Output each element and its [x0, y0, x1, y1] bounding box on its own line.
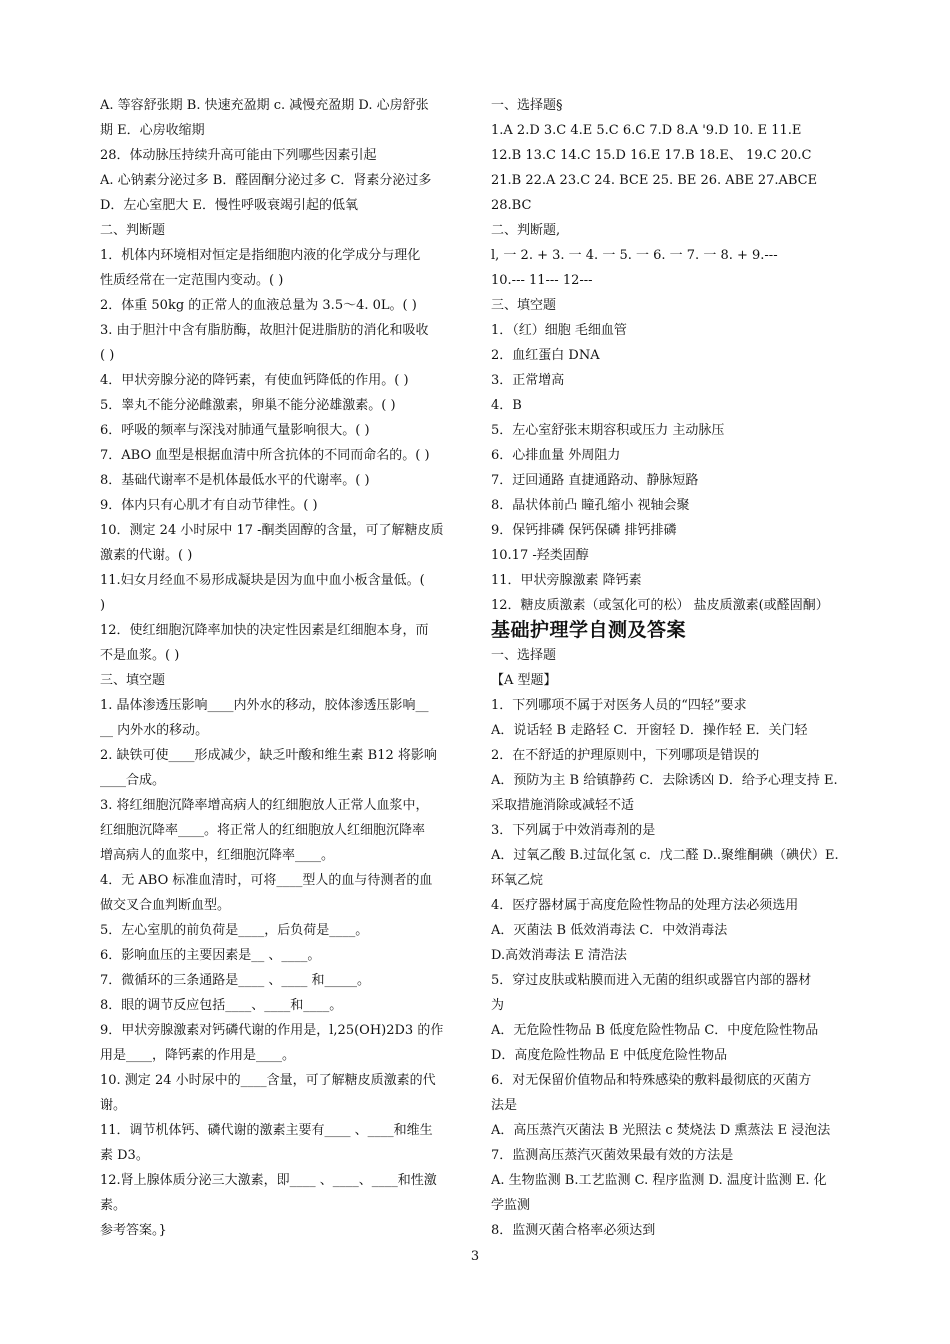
text-line: 不是血浆。( ) [100, 648, 180, 663]
text-line: 8．基础代谢率不是机体最低水平的代谢率。( ) [100, 473, 370, 488]
answer-line: 10.--- 11--- 12--- [491, 273, 593, 288]
answer-line: 2．血红蛋白 DNA [491, 348, 600, 363]
question-line: 6．对无保留价值物品和特殊感染的敷料最彻底的灭菌方 [491, 1073, 812, 1088]
text-line: 4．甲状旁腺分泌的降钙素，有使血钙降低的作用。( ) [100, 373, 409, 388]
text-line: 用是____，降钙素的作用是____。 [100, 1048, 296, 1063]
text-line: 7．微循环的三条通路是____ 、____ 和_____。 [100, 973, 371, 988]
text-line: 9．甲状旁腺激素对钙磷代谢的作用是，l,25(OH)2D3 的作 [100, 1023, 444, 1038]
answer-line: 1.A 2.D 3.C 4.E 5.C 6.C 7.D 8.A '9.D 10. E 11.E [491, 123, 802, 138]
question-line: 1．下列哪项不属于对医务人员的“四轻”要求 [491, 698, 747, 713]
text-line: A. 生物监测 B.工艺监测 C. 程序监测 D. 温度计监测 E. 化 [491, 1173, 827, 1188]
text-line: A．说话轻 B 走路轻 C．开窗轻 D．操作轻 E．关门轻 [491, 723, 808, 738]
text-line: 6．呼吸的频率与深浅对肺通气量影响很大。( ) [100, 423, 370, 438]
answer-line: 6．心排血量 外周阻力 [491, 448, 621, 463]
section-heading: 三、填空题 [491, 298, 557, 313]
section-heading: 二、判断题, [491, 223, 561, 238]
text-line: D.高效消毒法 E 清浩法 [491, 948, 627, 963]
text-line: 法是 [491, 1098, 518, 1113]
text-line: 3. 由于胆汁中含有脂肪酶，故胆汁促进脂肪的消化和吸收 [100, 323, 429, 338]
text-line: __ 内外水的移动。 [100, 723, 209, 738]
text-line: 6．影响血压的主要因素是__ 、____。 [100, 948, 321, 963]
text-line: 素。 [100, 1198, 127, 1213]
answer-line: l, 一 2. + 3. 一 4. 一 5. 一 6. 一 7. 一 8. + 9.--- [491, 248, 778, 263]
question-line: 3．下列属于中效消毒剂的是 [491, 823, 656, 838]
text-line: 学监测 [491, 1198, 531, 1213]
text-line: A．过氧乙酸 B.过氙化氢 c．戊二醛 D..聚维酮碘（碘伏）E. [491, 848, 839, 863]
text-line: 谢。 [100, 1098, 127, 1113]
text-line: 性质经常在一定范围内变动。( ) [100, 273, 284, 288]
answer-line: 12.B 13.C 14.C 15.D 16.E 17.B 18.E、 19.C 20.C [491, 148, 812, 163]
text-line: 10. 测定 24 小时尿中的____含量，可了解糖皮质激素的代 [100, 1073, 436, 1088]
text-line: A. 心钠素分泌过多 B．醛固酮分泌过多 C．肾素分泌过多 [100, 173, 432, 188]
text-line: 环氧乙烷 [491, 873, 544, 888]
answer-line: 4．B [491, 398, 522, 413]
text-line: 1. 晶体渗透压影响____内外水的移动，胶体渗透压影响__ [100, 698, 429, 713]
text-line: 10．测定 24 小时尿中 17 -酮类固醇的含量，可了解糖皮质 [100, 523, 444, 538]
left-column [100, 93, 462, 1243]
answer-line: 21.B 22.A 23.C 24. BCE 25. BE 26. ABE 27.ABCE [491, 173, 818, 188]
text-line: 2. 缺铁可使____形成减少，缺乏叶酸和维生素 B12 将影响 [100, 748, 437, 763]
subsection-heading: 【A 型题】 [491, 673, 557, 688]
text-line: 9．体内只有心肌才有自动节律性。( ) [100, 498, 318, 513]
text-line: ____合成。 [100, 773, 166, 788]
section-title: 基础护理学自测及答案 [491, 619, 687, 641]
question-line: 4．医疗器材属于高度危险性物品的处理方法必须选用 [491, 898, 799, 913]
text-line: 增高病人的血浆中，红细胞沉降率____。 [100, 848, 335, 863]
text-line: 3. 将红细胞沉降率增高病人的红细胞放人正常人血浆中， [100, 798, 429, 813]
text-line: 5．睾丸不能分泌雌激素，卵巢不能分泌雄激素。( ) [100, 398, 396, 413]
text-line: 采取措施消除或减轻不适 [491, 798, 635, 813]
text-line: A．灭菌法 B 低效消毒法 C．中效消毒法 [491, 923, 728, 938]
right-column [491, 93, 853, 1243]
text-line: 4．无 ABO 标准血清时，可将____型人的血与待测者的血 [100, 873, 433, 888]
section-heading: 一、选择题§ [491, 98, 563, 113]
text-line: 参考答案。} [100, 1223, 167, 1238]
answer-line: 7．迂回通路 直捷通路动、静脉短路 [491, 473, 699, 488]
text-line: 11.妇女月经血不易形成凝块是因为血中血小板含量低。( [100, 573, 425, 588]
text-line: 11．调节机体钙、磷代谢的激素主要有____ 、____和维生 [100, 1123, 433, 1138]
question-line: 5．穿过皮肤或粘膜而进入无菌的组织或器官内部的器材 [491, 973, 812, 988]
text-line: A．高压蒸汽灭菌法 B 光照法 c 焚烧法 D 熏蒸法 E 浸泡法 [491, 1123, 831, 1138]
answer-line: 12．糖皮质激素（或氢化可的松） 盐皮质激素(或醛固酮） [491, 598, 829, 613]
answer-line: 11．甲状旁腺激素 降钙素 [491, 573, 642, 588]
section-heading: 三、填空题 [100, 673, 166, 688]
question-line: 28．体动脉压持续升高可能由下列哪些因素引起 [100, 148, 377, 163]
text-line: 素 D3。 [100, 1148, 149, 1163]
text-line: 12.肾上腺体质分泌三大激素，即____ 、____、____和性激 [100, 1173, 437, 1188]
text-line: 12．使红细胞沉降率加快的决定性因素是红细胞本身，而 [100, 623, 429, 638]
text-line: 7．ABO 血型是根据血清中所含抗体的不同而命名的。( ) [100, 448, 430, 463]
page-number: 3 [470, 1249, 480, 1264]
text-line: ( ) [100, 348, 115, 363]
answer-line: 1．（红）细胞 毛细血管 [491, 323, 627, 338]
answer-line: 9．保钙排磷 保钙保磷 排钙排磷 [491, 523, 677, 538]
text-line: ) [100, 598, 106, 613]
text-line: 5．左心室肌的前负荷是____，后负荷是____。 [100, 923, 369, 938]
question-line: 2．在不舒适的护理原则中，下列哪项是错误的 [491, 748, 760, 763]
section-heading: 一、选择题 [491, 648, 557, 663]
text-line: D．高度危险性物品 E 中低度危险性物品 [491, 1048, 728, 1063]
section-heading: 二、判断题 [100, 223, 166, 238]
text-line: A．预防为主 B 给镇静药 C．去除诱凶 D．给予心理支持 E. [491, 773, 838, 788]
text-line: A. 等容舒张期 B. 快速充盈期 c. 减慢充盈期 D. 心房舒张 [100, 98, 429, 113]
answer-line: 3．正常增高 [491, 373, 565, 388]
text-line: 1．机体内环境相对恒定是指细胞内液的化学成分与理化 [100, 248, 421, 263]
text-line: 8．眼的调节反应包括____、____和____。 [100, 998, 343, 1013]
answer-line: 5．左心室舒张末期容积或压力 主动脉压 [491, 423, 725, 438]
text-line: 激素的代谢。( ) [100, 548, 193, 563]
text-line: D．左心室肥大 E．慢性呼吸衰竭引起的低氧 [100, 198, 359, 213]
answer-line: 28.BC [491, 198, 532, 213]
text-line: A．无危险性物品 B 低度危险性物品 C．中度危险性物品 [491, 1023, 819, 1038]
text-line: 红细胞沉降率____。将正常人的红细胞放人红细胞沉降率 [100, 823, 426, 838]
question-line: 7．监测高压蒸汽灭菌效果最有效的方法是 [491, 1148, 734, 1163]
question-line: 8．监测灭菌合格率必须达到 [491, 1223, 656, 1238]
answer-line: 10.17 -羟类固醇 [491, 548, 589, 563]
text-line: 期 E．心房收缩期 [100, 123, 205, 138]
text-line: 2．体重 50kg 的正常人的血液总量为 3.5～4. 0L。( ) [100, 298, 417, 313]
text-line: 为 [491, 998, 505, 1013]
answer-line: 8．晶状体前凸 瞳孔缩小 视轴会聚 [491, 498, 690, 513]
text-line: 做交叉合血判断血型。 [100, 898, 231, 913]
